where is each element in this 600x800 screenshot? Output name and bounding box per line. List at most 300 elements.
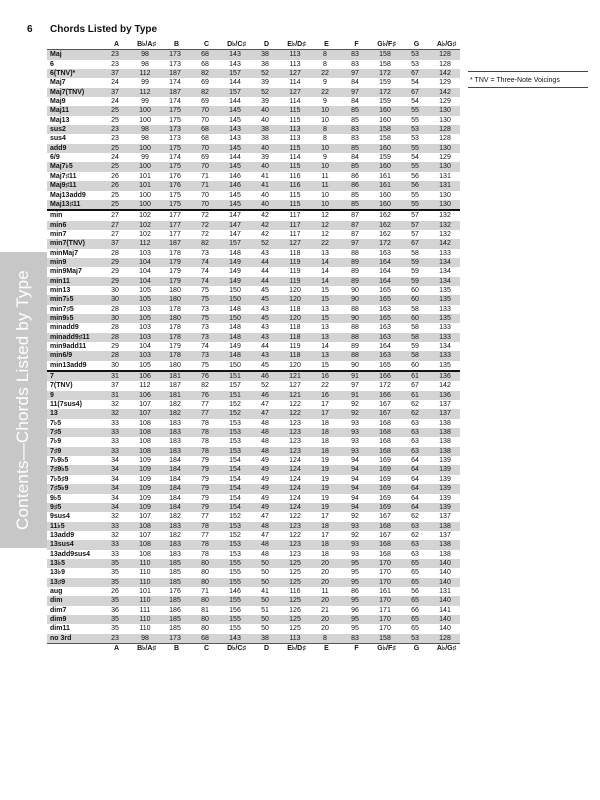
page-ref: 109	[130, 465, 160, 474]
chord-row	[47, 371, 460, 381]
chord-row	[47, 191, 460, 200]
page-ref: 149	[220, 277, 250, 286]
page-ref: 153	[229, 438, 241, 446]
page-ref: 19	[310, 484, 340, 493]
page-ref: 84	[351, 98, 359, 106]
page-ref: 183	[169, 438, 181, 446]
column-header-key: E♭/D♯	[280, 40, 310, 50]
page-ref: 24	[111, 98, 119, 106]
page-ref: 146	[229, 172, 241, 180]
page-ref: 47	[261, 513, 269, 521]
page-ref: 175	[160, 106, 190, 115]
page-ref: 37	[100, 69, 130, 78]
chord-name: dim9	[47, 615, 100, 624]
page-ref: 170	[370, 596, 400, 605]
page-ref: 64	[411, 475, 419, 483]
chord-row	[47, 305, 460, 314]
page-ref: 133	[439, 305, 451, 313]
page-ref: 39	[261, 98, 269, 106]
chord-name: 13add9	[50, 531, 75, 539]
page-ref: 98	[141, 60, 149, 68]
page-ref: 48	[250, 540, 280, 549]
page-ref: 95	[351, 569, 359, 577]
page-ref: 150	[229, 286, 241, 294]
page-ref: 143	[220, 50, 250, 60]
page-ref: 24	[111, 154, 119, 162]
page-ref: 128	[430, 634, 460, 644]
page-ref: 103	[130, 333, 160, 342]
page-ref: 77	[201, 531, 209, 539]
page-ref: 135	[439, 286, 451, 294]
page-ref: 86	[351, 587, 359, 595]
page-ref: 52	[250, 88, 280, 97]
page-ref: 45	[250, 314, 280, 323]
page-ref: 59	[400, 277, 430, 286]
page-ref: 108	[130, 428, 160, 437]
page-ref: 44	[250, 258, 280, 267]
page-ref: 78	[201, 419, 209, 427]
page-ref: 50	[250, 559, 280, 568]
page-ref: 64	[400, 503, 430, 512]
column-footer-key: F	[340, 644, 370, 654]
page-ref: 128	[439, 60, 451, 68]
page-ref: 184	[169, 475, 181, 483]
page-ref: 138	[439, 550, 451, 558]
page-ref: 29	[100, 258, 130, 267]
page-ref: 97	[340, 239, 370, 248]
page-ref: 133	[430, 333, 460, 342]
page-ref: 115	[280, 200, 310, 210]
page-ref: 17	[310, 409, 340, 418]
page-ref: 12	[310, 221, 340, 230]
page-ref: 46	[250, 391, 280, 400]
chord-name: Maj7♭5	[47, 162, 100, 171]
page-ref: 144	[229, 154, 241, 162]
page-ref: 140	[439, 625, 451, 633]
page-ref: 110	[139, 625, 151, 633]
page-ref: 63	[400, 447, 430, 456]
page-ref: 154	[229, 475, 241, 483]
chord-row	[47, 465, 460, 474]
page-ref: 90	[340, 295, 370, 304]
page-ref: 125	[280, 559, 310, 568]
page-ref: 145	[220, 106, 250, 115]
page-ref: 145	[220, 200, 250, 210]
page-ref: 70	[190, 162, 220, 171]
page-ref: 67	[400, 69, 430, 78]
page-title: Chords Listed by Type	[50, 24, 158, 35]
chord-name: 9sus4	[50, 513, 70, 521]
page-ref: 146	[229, 587, 241, 595]
page-ref: 160	[370, 200, 400, 210]
page-ref: 101	[139, 587, 151, 595]
page-ref: 88	[351, 249, 359, 257]
page-ref: 94	[351, 457, 359, 465]
chord-name: Maj7(TNV)	[47, 88, 100, 97]
page-ref: 172	[370, 239, 400, 248]
page-ref: 55	[400, 106, 430, 115]
page-ref: 105	[139, 361, 151, 369]
page-ref: 8	[323, 135, 327, 143]
page-ref: 14	[310, 258, 340, 267]
page-ref: 40	[250, 200, 280, 210]
page-ref: 153	[229, 419, 241, 427]
page-ref: 120	[280, 295, 310, 304]
page-ref: 42	[250, 210, 280, 220]
page-ref: 107	[130, 409, 160, 418]
chord-name: 11♭5	[47, 522, 100, 531]
page-ref: 150	[229, 361, 241, 369]
page-ref: 42	[250, 221, 280, 230]
page-ref: 103	[139, 324, 151, 332]
page-ref: 78	[201, 438, 209, 446]
page-ref: 8	[310, 634, 340, 644]
page-ref: 115	[280, 106, 310, 115]
page-ref: 178	[169, 305, 181, 313]
page-ref: 9	[323, 98, 327, 106]
page-ref: 145	[220, 162, 250, 171]
page-ref: 69	[201, 154, 209, 162]
page-ref: 20	[310, 615, 340, 624]
page-ref: 13	[310, 333, 340, 342]
page-ref: 18	[321, 550, 329, 558]
page-ref: 37	[111, 382, 119, 390]
chord-row	[47, 50, 460, 60]
page-ref: 57	[411, 230, 419, 238]
page-ref: 161	[370, 181, 400, 190]
page-ref: 112	[130, 88, 160, 97]
page-ref: 78	[190, 428, 220, 437]
column-header-key: B♭/A♯	[130, 40, 160, 50]
page-ref: 187	[169, 382, 181, 390]
page-ref: 187	[160, 239, 190, 248]
page-ref: 128	[439, 135, 451, 143]
page-number: 6	[27, 24, 33, 35]
page-ref: 97	[340, 88, 370, 97]
column-footer-key: B	[160, 644, 190, 654]
page-ref: 166	[370, 391, 400, 400]
page-ref: 108	[139, 438, 151, 446]
page-ref: 149	[229, 268, 241, 276]
page-ref: 76	[190, 371, 220, 381]
page-ref: 157	[220, 239, 250, 248]
page-ref: 54	[411, 154, 419, 162]
column-footer-row	[47, 644, 460, 654]
page-ref: 145	[220, 144, 250, 153]
chord-row	[47, 88, 460, 97]
page-ref: 165	[379, 361, 391, 369]
page-ref: 180	[169, 286, 181, 294]
tnv-footnote: * TNV = Three-Note Voicings	[470, 77, 560, 84]
page-ref: 149	[220, 258, 250, 267]
page-ref: 151	[220, 371, 250, 381]
page-ref: 181	[160, 371, 190, 381]
page-ref: 40	[261, 191, 269, 199]
page-ref: 38	[250, 125, 280, 134]
page-ref: 50	[261, 569, 269, 577]
page-ref: 77	[190, 409, 220, 418]
page-ref: 148	[229, 249, 241, 257]
page-ref: 158	[379, 135, 391, 143]
chord-name: 7♯9♭5	[47, 465, 100, 474]
page-ref: 132	[430, 210, 460, 220]
chord-name: sus2	[47, 125, 100, 134]
chord-row	[47, 181, 460, 190]
page-ref: 80	[190, 615, 220, 624]
page-ref: 55	[400, 200, 430, 210]
page-ref: 185	[160, 596, 190, 605]
page-ref: 10	[310, 200, 340, 210]
page-ref: 187	[160, 88, 190, 97]
page-ref: 53	[411, 135, 419, 143]
page-ref: 62	[411, 401, 419, 409]
page-ref: 159	[379, 154, 391, 162]
page-ref: 75	[201, 361, 209, 369]
page-ref: 68	[190, 50, 220, 60]
page-ref: 83	[351, 60, 359, 68]
page-ref: 25	[100, 144, 130, 153]
page-ref: 175	[160, 200, 190, 210]
page-ref: 142	[430, 239, 460, 248]
page-ref: 60	[411, 286, 419, 294]
page-ref: 15	[310, 314, 340, 323]
page-ref: 122	[289, 513, 301, 521]
page-ref: 187	[160, 69, 190, 78]
page-ref: 10	[310, 144, 340, 153]
chord-row	[47, 295, 460, 304]
page-ref: 177	[160, 221, 190, 230]
page-ref: 63	[400, 428, 430, 437]
chord-name: Maj	[47, 50, 100, 60]
page-ref: 95	[340, 559, 370, 568]
page-ref: 167	[379, 531, 391, 539]
page-ref: 129	[439, 98, 451, 106]
page-ref: 136	[430, 391, 460, 400]
page-ref: 165	[379, 286, 391, 294]
page-ref: 185	[160, 578, 190, 587]
page-ref: 108	[139, 419, 151, 427]
page-ref: 79	[190, 503, 220, 512]
page-ref: 123	[289, 438, 301, 446]
page-ref: 132	[430, 221, 460, 230]
page-ref: 171	[379, 606, 391, 614]
chord-row	[47, 323, 460, 332]
page-ref: 33	[111, 550, 119, 558]
page-ref: 157	[229, 382, 241, 390]
page-ref: 172	[370, 88, 400, 97]
page-ref: 52	[250, 69, 280, 78]
page-ref: 25	[100, 162, 130, 171]
chord-row	[47, 230, 460, 239]
page-ref: 23	[111, 135, 119, 143]
page-ref: 20	[310, 559, 340, 568]
page-ref: 85	[351, 191, 359, 199]
column-header-key: B	[160, 40, 190, 50]
column-header-blank	[47, 40, 100, 50]
page-ref: 30	[100, 314, 130, 323]
page-ref: 120	[289, 286, 301, 294]
page-ref: 39	[261, 154, 269, 162]
page-ref: 124	[280, 465, 310, 474]
page-ref: 169	[370, 484, 400, 493]
chord-name: 9♯5	[47, 503, 100, 512]
chord-name: 13	[47, 409, 100, 418]
page-ref: 86	[340, 181, 370, 190]
page-ref: 176	[169, 587, 181, 595]
page-ref: 168	[379, 438, 391, 446]
page-ref: 70	[201, 191, 209, 199]
page-ref: 99	[141, 79, 149, 87]
page-ref: 119	[280, 277, 310, 286]
page-ref: 13	[321, 324, 329, 332]
chord-row	[47, 568, 460, 577]
chord-name: 6/9	[50, 154, 60, 162]
page-ref: 154	[220, 484, 250, 493]
page-ref: 94	[340, 465, 370, 474]
page-ref: 38	[261, 135, 269, 143]
page-ref: 175	[169, 191, 181, 199]
chord-name: sus4	[50, 135, 66, 143]
page-ref: 104	[130, 277, 160, 286]
page-ref: 11	[310, 181, 340, 190]
page-ref: 94	[351, 475, 359, 483]
column-footer-key: A	[100, 644, 130, 654]
page-ref: 163	[379, 305, 391, 313]
page-ref: 15	[321, 361, 329, 369]
page-ref: 38	[250, 634, 280, 644]
page-ref: 45	[250, 295, 280, 304]
page-ref: 26	[111, 587, 119, 595]
page-ref: 124	[280, 484, 310, 493]
page-ref: 23	[100, 634, 130, 644]
page-ref: 18	[310, 447, 340, 456]
page-ref: 99	[141, 98, 149, 106]
page-ref: 87	[351, 230, 359, 238]
chord-row	[47, 78, 460, 87]
chord-index-table	[47, 40, 460, 653]
column-footer-key: G♭/F♯	[370, 644, 400, 654]
page-ref: 89	[340, 258, 370, 267]
page-ref: 182	[169, 513, 181, 521]
page-ref: 101	[130, 181, 160, 190]
page-ref: 33	[111, 419, 119, 427]
page-ref: 16	[310, 391, 340, 400]
page-ref: 73	[201, 249, 209, 257]
page-ref: 34	[111, 457, 119, 465]
page-ref: 181	[160, 391, 190, 400]
chord-row	[47, 596, 460, 605]
chord-row	[47, 559, 460, 568]
page-ref: 48	[261, 550, 269, 558]
page-ref: 154	[220, 503, 250, 512]
page-ref: 117	[289, 230, 301, 238]
page-ref: 40	[250, 144, 280, 153]
page-ref: 152	[229, 531, 241, 539]
page-ref: 34	[111, 475, 119, 483]
page-ref: 184	[160, 484, 190, 493]
page-ref: 10	[310, 162, 340, 171]
page-ref: 152	[220, 409, 250, 418]
page-ref: 93	[340, 428, 370, 437]
page-ref: 100	[130, 200, 160, 210]
page-ref: 36	[111, 606, 119, 614]
chord-name: min9add11	[50, 343, 87, 350]
chord-row	[47, 97, 460, 106]
page-ref: 129	[439, 79, 451, 87]
page-ref: 131	[439, 172, 451, 180]
page-ref: 123	[280, 428, 310, 437]
chord-row	[47, 475, 460, 484]
page-ref: 124	[289, 494, 301, 502]
page-ref: 134	[430, 277, 460, 286]
page-ref: 55	[400, 144, 430, 153]
page-ref: 98	[141, 135, 149, 143]
chord-name: min6	[47, 221, 100, 230]
page-ref: 78	[190, 447, 220, 456]
page-ref: 53	[411, 60, 419, 68]
chord-row	[47, 494, 460, 503]
page-ref: 131	[430, 181, 460, 190]
page-ref: 168	[370, 540, 400, 549]
page-ref: 170	[379, 625, 391, 633]
page-ref: 34	[100, 484, 130, 493]
chord-name: 9	[47, 391, 100, 400]
page-ref: 154	[229, 494, 241, 502]
page-ref: 164	[379, 268, 391, 276]
page-ref: 68	[190, 125, 220, 134]
chord-row	[47, 60, 460, 69]
page-ref: 60	[400, 314, 430, 323]
page-ref: 82	[190, 88, 220, 97]
page-ref: 58	[411, 324, 419, 332]
page-ref: 22	[321, 382, 329, 390]
page-ref: 120	[289, 361, 301, 369]
page-ref: 130	[430, 162, 460, 171]
chord-row	[47, 106, 460, 115]
page-ref: 160	[370, 162, 400, 171]
page-ref: 111	[139, 606, 151, 614]
page-ref: 48	[261, 438, 269, 446]
page-ref: 172	[379, 382, 391, 390]
chord-row	[47, 144, 460, 153]
chord-name: min13add9	[50, 361, 87, 369]
column-header-key: F	[340, 40, 370, 50]
page-ref: 168	[379, 550, 391, 558]
page-ref: 58	[400, 333, 430, 342]
page-ref: 79	[201, 475, 209, 483]
page-ref: 47	[250, 409, 280, 418]
page-ref: 114	[289, 98, 301, 106]
page-ref: 52	[261, 382, 269, 390]
page-ref: 74	[201, 343, 209, 350]
page-ref: 182	[160, 409, 190, 418]
page-ref: 95	[340, 578, 370, 587]
chord-name: dim7	[50, 606, 67, 614]
page-ref: 31	[100, 391, 130, 400]
chord-row	[47, 200, 460, 210]
page-ref: 153	[220, 428, 250, 437]
page-ref: 165	[370, 314, 400, 323]
page-ref: 134	[439, 343, 451, 350]
page-ref: 21	[321, 606, 329, 614]
chord-name: min6/9	[47, 351, 100, 360]
page-ref: 113	[280, 50, 310, 60]
page-ref: 63	[411, 438, 419, 446]
chord-row	[47, 428, 460, 437]
page-ref: 79	[190, 484, 220, 493]
chord-row	[47, 484, 460, 493]
page-ref: 73	[190, 351, 220, 360]
